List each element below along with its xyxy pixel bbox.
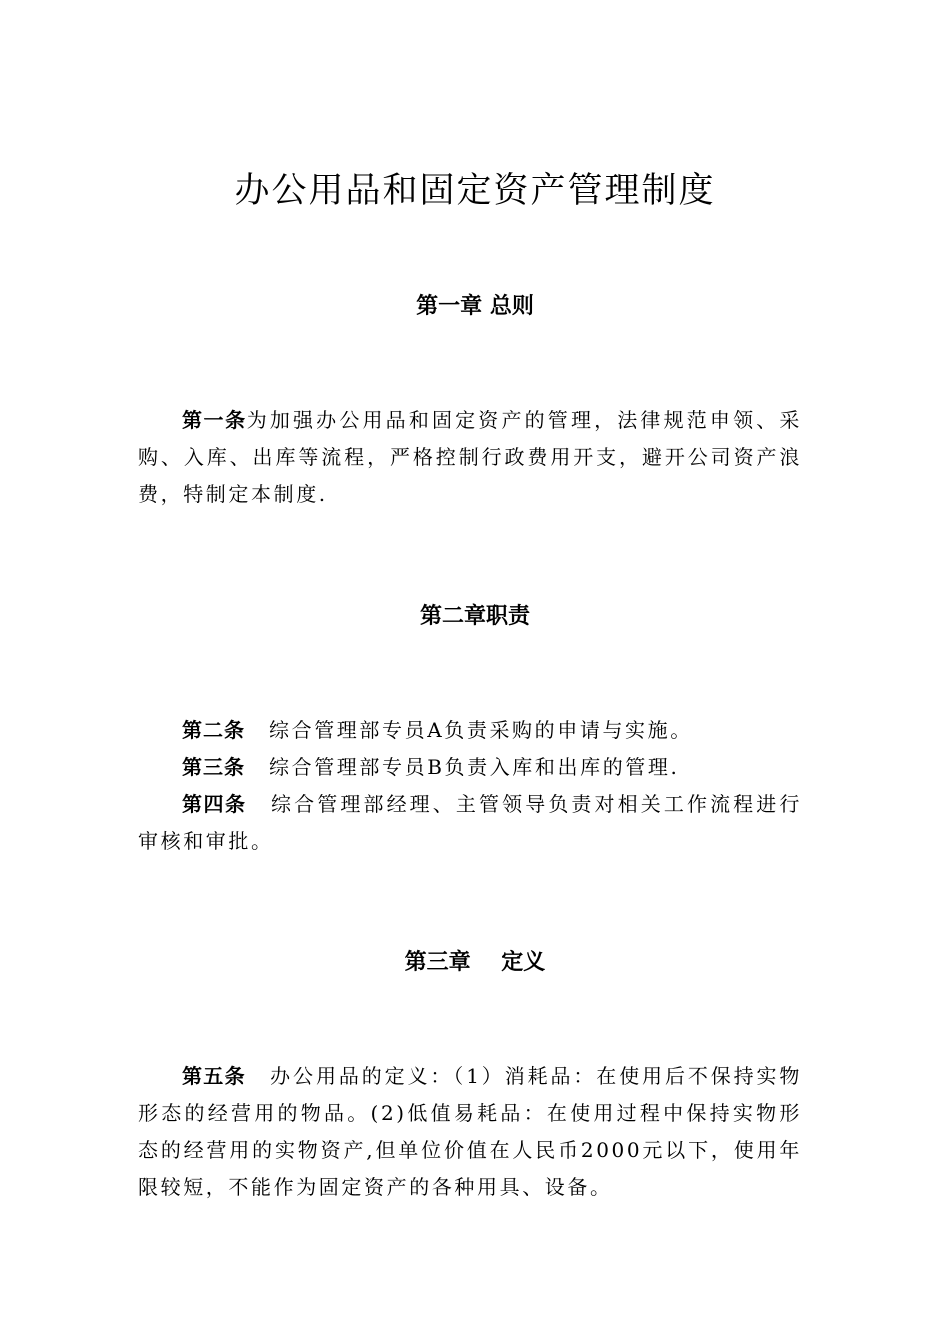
chapter-heading-1: 第一章 总则	[416, 294, 534, 319]
chapter-2-body	[138, 712, 802, 860]
article-5	[138, 1058, 802, 1206]
article-label: 第三条	[182, 755, 245, 779]
document-title: 办公用品和固定资产管理制度	[234, 171, 716, 211]
article-label: 第一条	[182, 408, 247, 432]
article-1	[138, 402, 802, 513]
chapter-heading-3: 第三章 定义	[404, 950, 546, 975]
article-text: 综合管理部经理、主管领导负责对相关工作流程进行审核和审批。	[138, 792, 802, 853]
chapter-1-body	[138, 402, 802, 513]
article-text: 为加强办公用品和固定资产的管理，法律规范申领、采购、入库、出库等流程，严格控制行政费用开支，避开公司资产浪费，特制定本制度.	[138, 408, 802, 506]
chapter-3-body	[138, 1058, 802, 1206]
article-label: 第五条	[182, 1064, 246, 1088]
chapter-heading-2: 第二章职责	[419, 604, 530, 629]
article-label: 第四条	[182, 792, 247, 816]
article-4	[138, 786, 802, 860]
article-text: 办公用品的定义：（1）消耗品：在使用后不保持实物形态的经营用的物品。(2)低值易耗品：在使用过程中保持实物形态的经营用的实物资产,但单位价值在人民币2000元以下，使用年限较短，不能作为固定资产的各种用具、设备。	[138, 1064, 802, 1199]
article-label: 第二条	[182, 718, 245, 742]
article-text: 综合管理部专员A负责采购的申请与实施。	[269, 718, 693, 742]
article-2	[138, 712, 802, 749]
article-3	[138, 749, 802, 786]
article-text: 综合管理部专员B负责入库和出库的管理.	[269, 755, 680, 779]
